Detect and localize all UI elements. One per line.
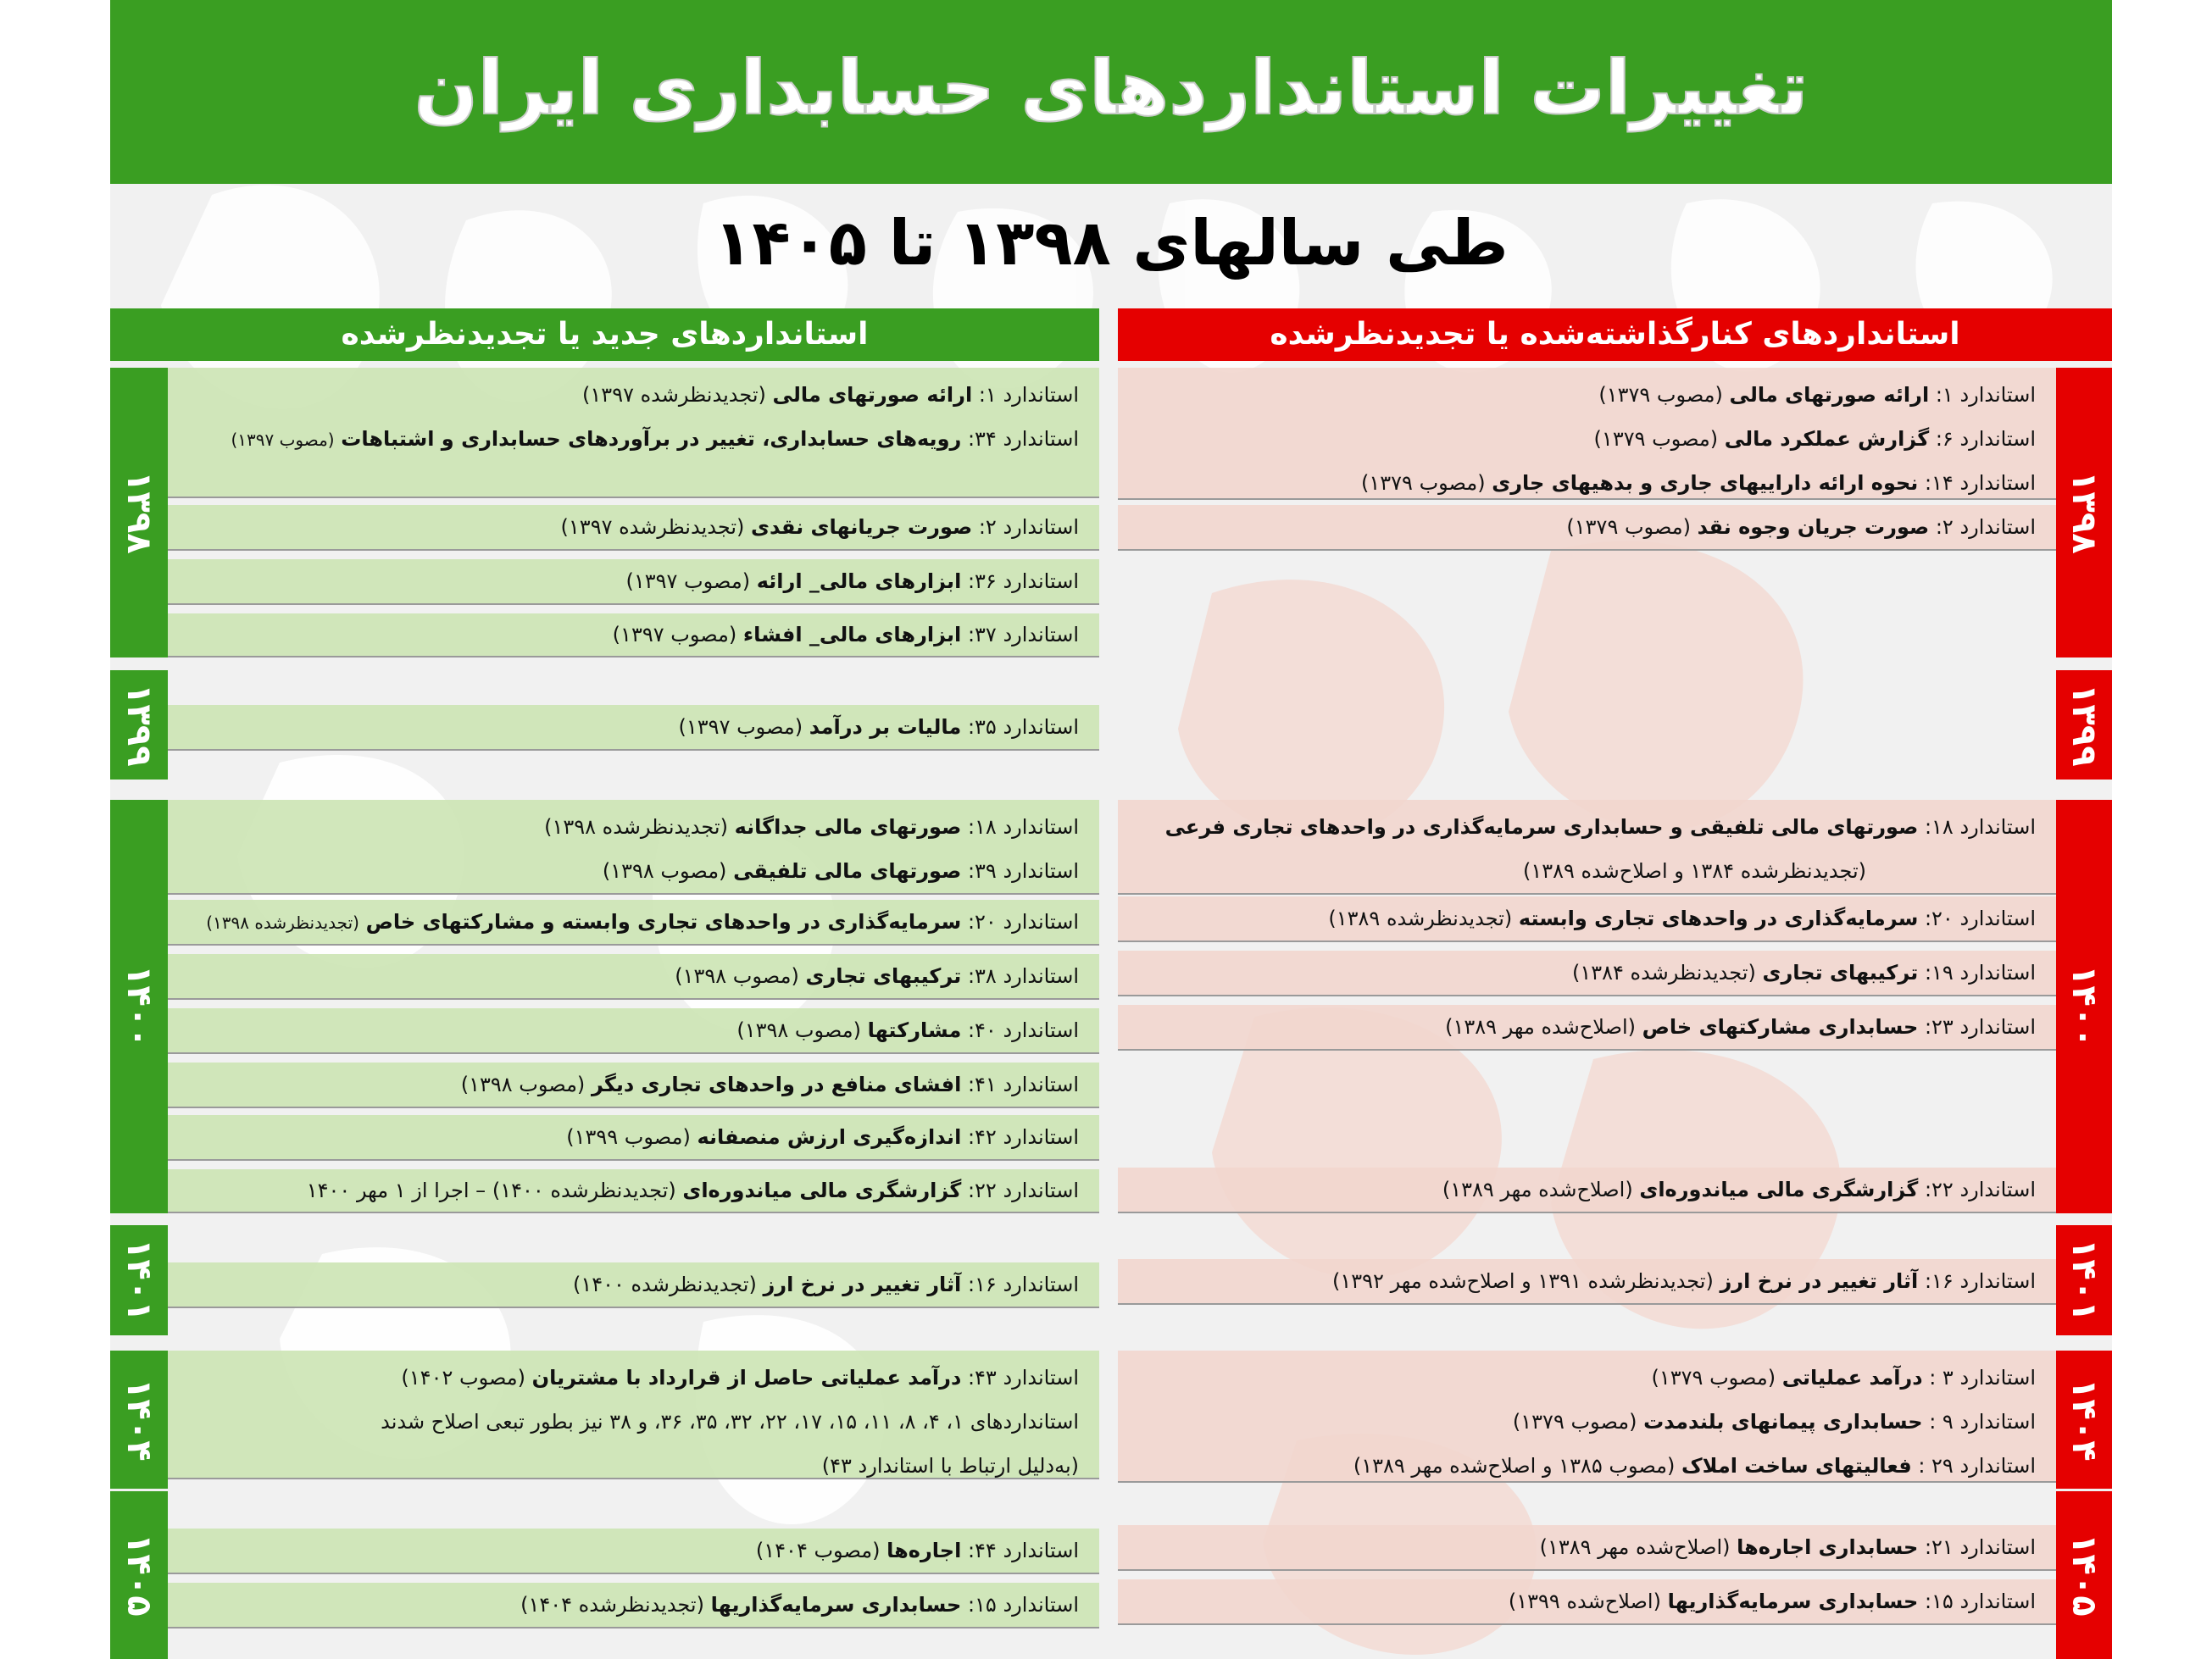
- year-label-1400-right: ۱۴۰۰: [2056, 800, 2112, 1213]
- standard-row: استاندارد ۲۰: سرمایه‌گذاری در واحدهای تجاری وابسته و مشارکتهای خاص (تجدیدنظرشده ۱۳۹۸): [168, 900, 1099, 946]
- standard-row: استاندارد ۲۱: حسابداری اجاره‌ها (اصلاح‌شده مهر ۱۳۸۹): [1118, 1525, 2056, 1571]
- year-label-1404-right: ۱۴۰۴: [2056, 1351, 2112, 1489]
- standard-row: استاندارد ۱۹: ترکیبهای تجاری (تجدیدنظرشده ۱۳۸۴): [1118, 951, 2056, 996]
- year-label-1400-left: ۱۴۰۰: [110, 800, 168, 1213]
- standard-row: استاندارد ۳۸: ترکیبهای تجاری (مصوب ۱۳۹۸): [168, 954, 1099, 1000]
- removed-standards-header: استانداردهای کنارگذاشته‌شده یا تجدیدنظرشده: [1118, 308, 2112, 361]
- year-label-1405-left: ۱۴۰۵: [110, 1491, 168, 1659]
- year-label-1399-left: ۱۳۹۹: [110, 670, 168, 780]
- standard-row: استاندارد ۳ : درآمد عملیاتی (مصوب ۱۳۷۹) استاندارد ۹ : حسابداری پیمانهای بلندمدت (مصوب ۱۳۷۹) استاندارد ۲۹ : فعالیتهای ساخت املاک (مصوب ۱۳۸۵ و اصلاح‌شده مهر ۱۳۸۹): [1118, 1351, 2056, 1483]
- standard-row: استاندارد ۴۴: اجاره‌ها (مصوب ۱۴۰۴): [168, 1529, 1099, 1574]
- new-standards-header: استانداردهای جدید یا تجدیدنظرشده: [110, 308, 1099, 361]
- standard-row: استاندارد ۲۲: گزارشگری مالی میاندوره‌ای (اصلاح‌شده مهر ۱۳۸۹): [1118, 1168, 2056, 1213]
- page-title: تغییرات استانداردهای حسابداری ایران: [414, 44, 1809, 131]
- standard-row: استاندارد ۴۲: اندازه‌گیری ارزش منصفانه (مصوب ۱۳۹۹): [168, 1115, 1099, 1161]
- standard-row: استاندارد ۴۳: درآمد عملیاتی حاصل از قرارداد با مشتریان (مصوب ۱۴۰۲) استانداردهای ۱، ۴، ۸، ۱۱، ۱۵، ۱۷، ۲۲، ۳۲، ۳۵، ۳۶، و ۳۸ نیز بطور تبعی اصلاح شدند (به‌دلیل ارتباط با استاندارد ۴۳): [168, 1351, 1099, 1479]
- standard-row: استاندارد ۳۷: ابزارهای مالی_ افشاء (مصوب ۱۳۹۷): [168, 613, 1099, 657]
- standard-row: استاندارد ۲۳: حسابداری مشارکتهای خاص (اصلاح‌شده مهر ۱۳۸۹): [1118, 1005, 2056, 1051]
- year-label-1399-right: ۱۳۹۹: [2056, 670, 2112, 780]
- year-label-1405-right: ۱۴۰۵: [2056, 1491, 2112, 1659]
- standard-row: استاندارد ۱۶: آثار تغییر در نرخ ارز (تجدیدنظرشده ۱۴۰۰): [168, 1262, 1099, 1308]
- standard-row: استاندارد ۱۶: آثار تغییر در نرخ ارز (تجدیدنظرشده ۱۳۹۱ و اصلاح‌شده مهر ۱۳۹۲): [1118, 1259, 2056, 1305]
- standard-row: استاندارد ۳۵: مالیات بر درآمد (مصوب ۱۳۹۷): [168, 705, 1099, 751]
- standard-row: استاندارد ۱: ارائه صورتهای مالی (مصوب ۱۳۷۹) استاندارد ۶: گزارش عملکرد مالی (مصوب ۱۳۷۹) استاندارد ۱۴: نحوه ارائه داراییهای جاری و بدهیهای جاری (مصوب ۱۳۷۹): [1118, 368, 2056, 500]
- year-label-1404-left: ۱۴۰۴: [110, 1351, 168, 1489]
- year-label-1401-left: ۱۴۰۱: [110, 1225, 168, 1335]
- header-banner: [110, 0, 2112, 184]
- standard-row: استاندارد ۱۵: حسابداری سرمایه‌گذاریها (اصلاح‌شده ۱۳۹۹): [1118, 1579, 2056, 1625]
- year-label-1398-left: ۱۳۹۸: [110, 368, 168, 657]
- standard-row: استاندارد ۲۲: گزارشگری مالی میاندوره‌ای (تجدیدنظرشده ۱۴۰۰) – اجرا از ۱ مهر ۱۴۰۰: [168, 1169, 1099, 1213]
- standard-row: استاندارد ۴۱: افشای منافع در واحدهای تجاری دیگر (مصوب ۱۳۹۸): [168, 1063, 1099, 1108]
- standard-row: استاندارد ۱۵: حسابداری سرمایه‌گذاریها (تجدیدنظرشده ۱۴۰۴): [168, 1583, 1099, 1628]
- note-text: (به‌دلیل ارتباط با استاندارد ۴۳): [821, 1454, 1079, 1478]
- standard-row: استاندارد ۴۰: مشارکتها (مصوب ۱۳۹۸): [168, 1008, 1099, 1054]
- standard-row: استاندارد ۱۸: صورتهای مالی جداگانه (تجدیدنظرشده ۱۳۹۸) استاندارد ۳۹: صورتهای مالی تلفیقی (مصوب ۱۳۹۸): [168, 800, 1099, 895]
- page-subtitle: طی سالهای ۱۳۹۸ تا ۱۴۰۵: [714, 207, 1509, 280]
- year-label-1398-right: ۱۳۹۸: [2056, 368, 2112, 657]
- standard-row: استاندارد ۱: ارائه صورتهای مالی (تجدیدنظرشده ۱۳۹۷) استاندارد ۳۴: رویه‌های حسابداری، تغییر در برآوردهای حسابداری و اشتباهات (مصوب ۱۳۹۷): [168, 368, 1099, 498]
- standard-row: استاندارد ۲۰: سرمایه‌گذاری در واحدهای تجاری وابسته (تجدیدنظرشده ۱۳۸۹): [1118, 896, 2056, 942]
- standard-row: استاندارد ۲: صورت جریان وجوه نقد (مصوب ۱۳۷۹): [1118, 505, 2056, 551]
- year-label-1401-right: ۱۴۰۱: [2056, 1225, 2112, 1335]
- standard-row: استاندارد ۳۶: ابزارهای مالی_ ارائه (مصوب ۱۳۹۷): [168, 559, 1099, 605]
- note-text: استانداردهای ۱، ۴، ۸، ۱۱، ۱۵، ۱۷، ۲۲، ۳۲، ۳۵، ۳۶، و ۳۸ نیز بطور تبعی اصلاح شدند: [381, 1410, 1079, 1434]
- standard-row: استاندارد ۲: صورت جریانهای نقدی (تجدیدنظرشده ۱۳۹۷): [168, 505, 1099, 551]
- standard-row: استاندارد ۱۸: صورتهای مالی تلفیقی و حسابداری سرمایه‌گذاری در واحدهای تجاری فرعی (تجدیدنظرشده ۱۳۸۴ و اصلاح‌شده ۱۳۸۹): [1118, 800, 2056, 895]
- infographic: [110, 0, 2112, 1659]
